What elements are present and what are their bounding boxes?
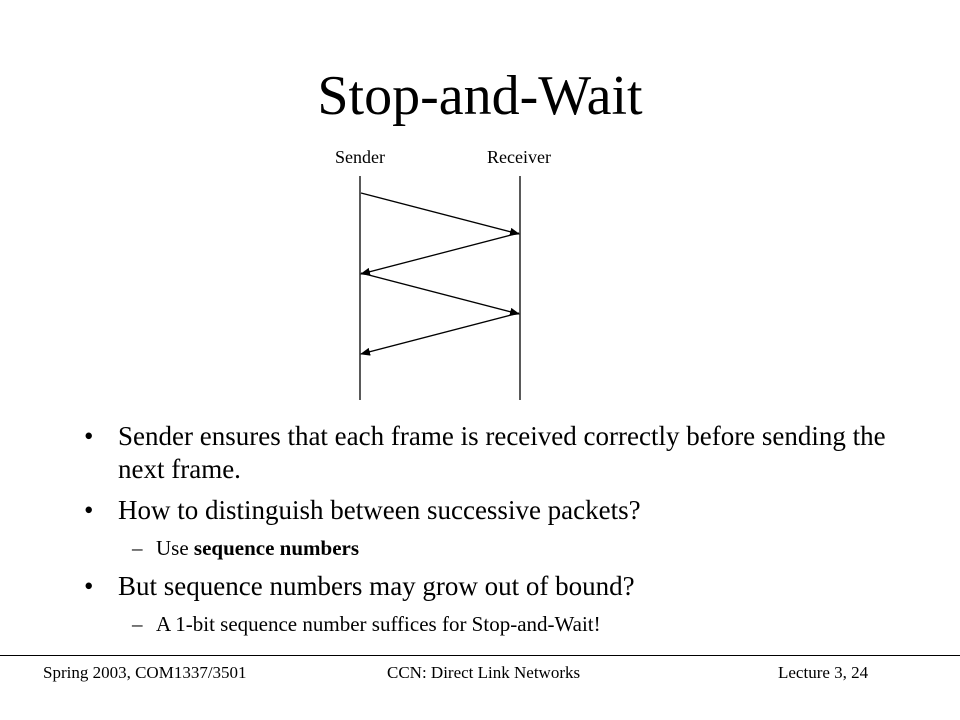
bullet-text: But sequence numbers may grow out of bound?	[118, 571, 635, 601]
sub-bullet-emphasis: sequence numbers	[193, 536, 360, 560]
sub-bullet-prefix: Use	[156, 536, 194, 560]
frame-arrow	[361, 193, 519, 234]
bullet-mark: •	[84, 571, 94, 601]
receiver-label: Receiver	[487, 147, 551, 167]
bullet-mark: •	[84, 421, 94, 451]
bullet-text: Sender ensures that each frame is received correctly before sending the next frame.	[118, 421, 886, 484]
bullet-mark: •	[84, 495, 94, 525]
footer-divider	[0, 655, 960, 656]
sub-bullet-mark: –	[132, 612, 143, 636]
message-arrows	[361, 193, 519, 354]
sub-bullet-item	[80, 611, 900, 637]
slide-title: Stop-and-Wait	[317, 65, 643, 127]
sender-label: Sender	[335, 147, 385, 167]
footer-lecture: Lecture 3, 24	[778, 663, 869, 682]
sub-bullet-item	[80, 535, 900, 561]
bullet-item	[80, 494, 900, 527]
bullet-text: How to distinguish between successive packets?	[118, 495, 641, 525]
bullet-item	[80, 570, 900, 603]
ack-arrow	[361, 313, 519, 354]
bullet-list	[80, 420, 900, 646]
bullet-item	[80, 420, 900, 486]
footer-course: Spring 2003, COM1337/3501	[43, 663, 247, 682]
footer-topic: CCN: Direct Link Networks	[387, 663, 581, 682]
frame-arrow	[361, 273, 519, 314]
sub-bullet-text: A 1-bit sequence number suffices for Stop-and-Wait!	[156, 612, 601, 636]
ack-arrow	[361, 233, 519, 274]
sub-bullet-mark: –	[132, 536, 143, 560]
